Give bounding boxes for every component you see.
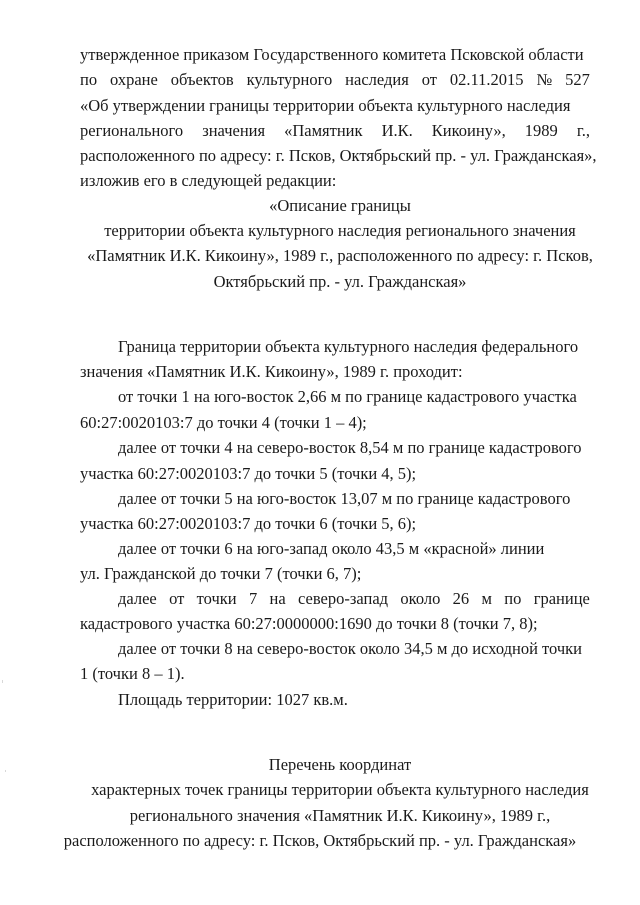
- word: по: [80, 70, 98, 89]
- intro-line: «Об утверждении границы территории объекта культурного наследия: [80, 96, 571, 115]
- boundary-title-line: «Памятник И.К. Кикоину», 1989 г., расположенного по адресу: г. Псков,: [87, 246, 593, 265]
- segment-line: участка 60:27:0020103:7 до точки 6 (точки 5, 6);: [80, 514, 417, 533]
- segment-line: далее от точки 5 на юго-восток 13,07 м по границе кадастрового: [118, 489, 571, 508]
- segment-line: кадастрового участка 60:27:0000000:1690 до точки 8 (точки 7, 8);: [80, 614, 538, 633]
- word: культурного: [246, 70, 333, 89]
- word: границе: [533, 589, 590, 608]
- boundary-title-line: территории объекта культурного наследия регионального значения: [104, 221, 576, 240]
- word: №: [536, 70, 553, 89]
- segment-line: далее от точки 4 на северо-восток 8,54 м по границе кадастрового: [118, 438, 582, 457]
- segment-line: далее от точки 8 на северо-восток около 34,5 м до исходной точки: [118, 639, 583, 658]
- word: Кикоину»,: [431, 121, 506, 140]
- word: далее: [118, 589, 157, 608]
- word: наследия: [345, 70, 409, 89]
- word: охране: [110, 70, 158, 89]
- word: И.К.: [381, 121, 413, 140]
- word: 1989: [524, 121, 558, 140]
- coordinates-title-line: характерных точек границы территории объекта культурного наследия: [91, 780, 589, 799]
- word: около: [400, 589, 441, 608]
- word: 26: [452, 589, 470, 608]
- coordinates-title-line: Перечень координат: [268, 755, 412, 774]
- scan-mark: [2, 680, 3, 683]
- intro-line: утвержденное приказом Государственного комитета Псковской области: [80, 45, 584, 64]
- segment-line: участка 60:27:0020103:7 до точки 5 (точки 4, 5);: [80, 464, 417, 483]
- word: от: [421, 70, 437, 89]
- word: м: [481, 589, 492, 608]
- word: 7: [248, 589, 258, 608]
- intro-line: расположенного по адресу: г. Псков, Октябрьский пр. - ул. Гражданская»,: [80, 146, 597, 165]
- word: г.,: [576, 121, 590, 140]
- description-line: значения «Памятник И.К. Кикоину», 1989 г. проходит:: [80, 362, 463, 381]
- word: по: [504, 589, 522, 608]
- word: объектов: [170, 70, 234, 89]
- word: 527: [565, 70, 590, 89]
- word: регионального: [80, 121, 184, 140]
- segment-line: далее от точки 6 на юго-запад около 43,5 м «красной» линии: [118, 539, 545, 558]
- word: северо-запад: [298, 589, 389, 608]
- word: на: [269, 589, 286, 608]
- coordinates-title-line: регионального значения «Памятник И.К. Кикоину», 1989 г.,: [129, 806, 551, 825]
- word: точки: [196, 589, 237, 608]
- word: значения: [202, 121, 266, 140]
- word: «Памятник: [284, 121, 363, 140]
- segment-line: 60:27:0020103:7 до точки 4 (точки 1 – 4);: [80, 413, 367, 432]
- segment-line-justified: [118, 591, 590, 608]
- segment-line: ул. Гражданской до точки 7 (точки 6, 7);: [80, 564, 362, 583]
- coordinates-title-line: расположенного по адресу: г. Псков, Октябрьский пр. - ул. Гражданская»: [63, 831, 577, 850]
- word: от: [169, 589, 185, 608]
- intro-line: изложив его в следующей редакции:: [80, 171, 337, 190]
- description-line: Граница территории объекта культурного наследия федерального: [118, 337, 579, 356]
- segment-line: от точки 1 на юго-восток 2,66 м по границе кадастрового участка: [118, 387, 577, 406]
- boundary-title-line: «Описание границы: [269, 196, 411, 215]
- area-line: Площадь территории: 1027 кв.м.: [118, 690, 348, 709]
- segment-line: 1 (точки 8 – 1).: [80, 664, 185, 683]
- word: 02.11.2015: [449, 70, 524, 89]
- intro-line-justified: [80, 72, 590, 89]
- boundary-title-line: Октябрьский пр. - ул. Гражданская»: [213, 272, 467, 291]
- intro-line-justified: [80, 123, 590, 140]
